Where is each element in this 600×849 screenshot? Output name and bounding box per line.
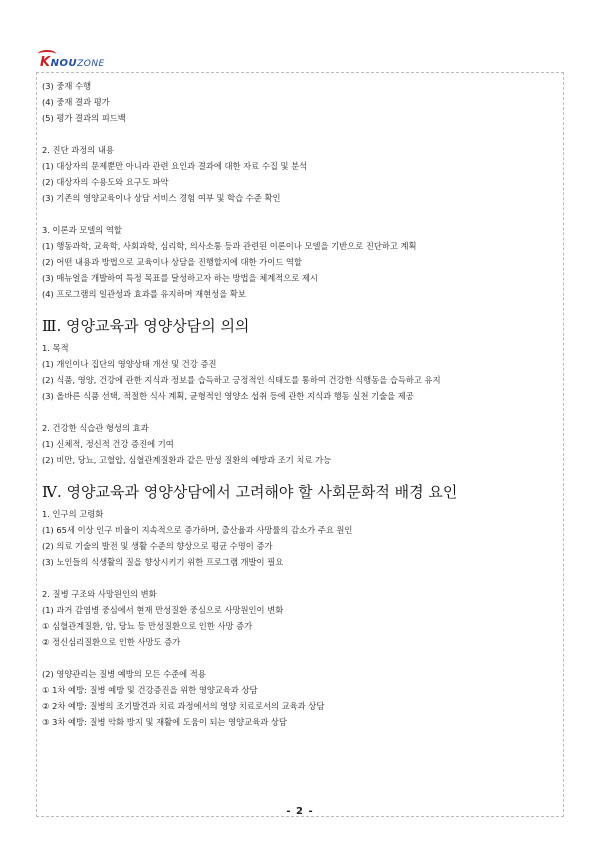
list-item: ② 2차 예방: 질병의 조기발견과 치료 과정에서의 영양 치료로서의 교육과 상담: [42, 701, 325, 711]
subsection-title: 2. 진단 과정의 내용: [42, 145, 114, 155]
subsection-title: 2. 건강한 식습관 형성의 효과: [42, 423, 149, 433]
list-item: (1) 개인이나 집단의 영양상태 개선 및 건강 증진: [42, 359, 217, 369]
document-body: [42, 78, 558, 730]
page-number: - 2 -: [286, 806, 314, 817]
section-heading: Ⅲ. 영양교육과 영양상담의 의의: [42, 317, 250, 335]
list-item: (4) 프로그램의 일관성과 효과를 유지하며 재현성을 확보: [42, 289, 246, 299]
subsection-title: 3. 이론과 모델의 역할: [42, 225, 122, 235]
list-item: (2) 영양관리는 질병 예방의 모든 수준에 적용: [42, 669, 206, 679]
logo-letter-k: K: [40, 55, 51, 70]
list-item: (4) 중재 결과 평가: [42, 97, 110, 107]
list-item: (1) 65세 이상 인구 비율이 지속적으로 증가하며, 출산율과 사망률의 감소가 주요 원인: [42, 525, 353, 535]
list-item: ② 정신심리질환으로 인한 사망도 증가: [42, 637, 181, 647]
subsection-title: 1. 목적: [42, 343, 69, 353]
logo-letters-nou: NOU: [50, 58, 78, 69]
list-item: (1) 대상자의 문제뿐만 아니라 관련 요인과 결과에 대한 자료 수집 및 분석: [42, 161, 308, 171]
subsection-title: 1. 인구의 고령화: [42, 509, 104, 519]
list-item: (3) 중재 수행: [42, 81, 92, 91]
list-item: (2) 어떤 내용과 방법으로 교육이나 상담을 진행할지에 대한 가이드 역할: [42, 257, 302, 267]
knouzone-logo: [40, 54, 105, 68]
list-item: ① 심혈관계질환, 암, 당뇨 등 만성질환으로 인한 사망 증가: [42, 621, 253, 631]
list-item: ③ 3차 예방: 질병 악화 방지 및 재활에 도움이 되는 영양교육과 상담: [42, 717, 287, 727]
list-item: (1) 행동과학, 교육학, 사회과학, 심리학, 의사소통 등과 관련된 이론이나 모델을 기반으로 진단하고 계획: [42, 241, 417, 251]
list-item: (3) 기존의 영양교육이나 상담 서비스 경험 여부 및 학습 수준 확인: [42, 193, 281, 203]
logo-letters-zone: ZONE: [77, 59, 105, 69]
list-item: (2) 식품, 영양, 건강에 관한 지식과 정보를 습득하고 긍정적인 식태도를 통하여 건강한 식행동을 습득하고 유지: [42, 375, 441, 385]
list-item: (3) 노인들의 식생활의 질을 향상시키기 위한 프로그램 개발이 필요: [42, 557, 284, 567]
list-item: (2) 대상자의 수용도와 요구도 파악: [42, 177, 169, 187]
list-item: (3) 매뉴얼을 개발하여 특정 목표를 달성하고자 하는 방법을 체계적으로 제시: [42, 273, 318, 283]
list-item: (2) 비만, 당뇨, 고혈압, 심혈관계질환과 같은 만성 질환의 예방과 조기 치료 가능: [42, 455, 332, 465]
list-item: (1) 과거 감염병 중심에서 현재 만성질환 중심으로 사망원인이 변화: [42, 605, 284, 615]
list-item: (1) 신체적, 정신적 건강 증진에 기여: [42, 439, 174, 449]
list-item: ① 1차 예방: 질병 예방 및 건강증진을 위한 영양교육과 상담: [42, 685, 258, 695]
list-item: (2) 의료 기술의 발전 및 생활 수준의 향상으로 평균 수명이 증가: [42, 541, 273, 551]
section-heading: Ⅳ. 영양교육과 영양상담에서 고려해야 할 사회문화적 배경 요인: [42, 483, 458, 501]
list-item: (3) 올바른 식품 선택, 적절한 식사 계획, 균형적인 영양소 섭취 등에 관한 지식과 행동 실천 기술을 제공: [42, 391, 414, 401]
subsection-title: 2. 질병 구조와 사망원인의 변화: [42, 589, 157, 599]
list-item: (5) 평가 결과의 피드백: [42, 113, 126, 123]
